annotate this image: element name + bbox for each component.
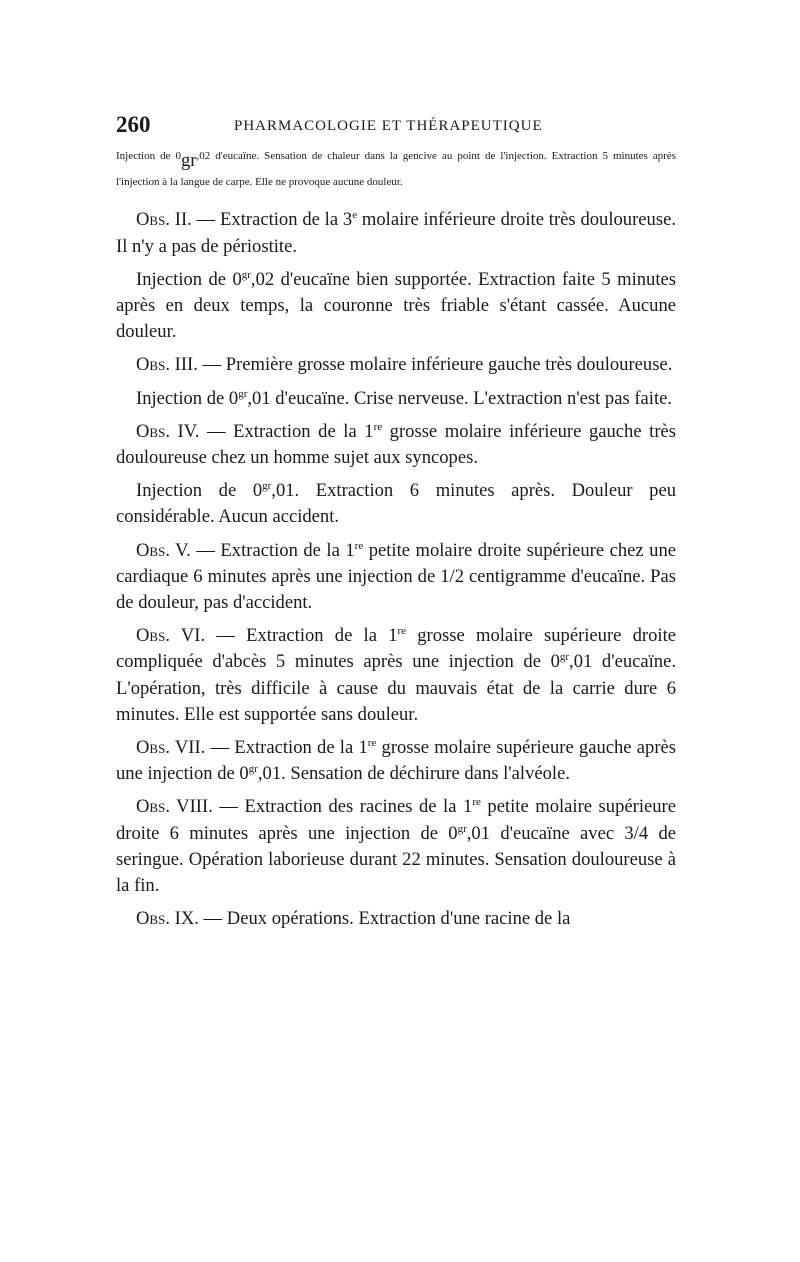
observation-label: Obs. VIII. (136, 796, 213, 818)
text-run: molaire inférieure droite très douloureuse. Il n'y a pas de périostite. (116, 209, 676, 257)
text-run: — Extraction des racines de la 1 (212, 796, 473, 818)
superscript: gr (457, 822, 467, 835)
page-header (116, 112, 676, 142)
observation-label: Obs. IX. (136, 908, 199, 930)
observation-label: Obs. VII. (136, 737, 206, 759)
superscript: gr (248, 763, 258, 776)
superscript: re (397, 625, 407, 638)
text-run: ,01 d'eucaïne avec 3/4 de seringue. Opération laborieuse durant 22 minutes. Sensation douloureuse à la fin. (116, 822, 676, 897)
text-run: Injection de 0 (136, 268, 242, 290)
superscript: re (373, 420, 383, 433)
text-run: Injection de 0 (136, 387, 239, 409)
superscript: ,02 d'eucaïne. Sensation de chaleur dans la gencive au point de l'injection. Extraction 5 minutes après l'injection à la langue de carpe. Elle ne provoque aucune douleur. (116, 150, 677, 189)
paragraph (116, 419, 676, 471)
paragraph (116, 538, 676, 617)
superscript: re (367, 737, 377, 750)
paragraph (116, 386, 676, 412)
paragraph (116, 623, 676, 728)
observation-label: Obs. V. (136, 539, 191, 561)
superscript: re (472, 796, 481, 809)
text-run: grosse molaire supérieure gauche après une injection de 0 (116, 737, 677, 785)
text-run: — Extraction de la 1 (190, 539, 355, 561)
paragraph (116, 735, 676, 787)
superscript: Injection de 0 (116, 150, 181, 162)
observation-label: Obs. VI. (136, 625, 206, 647)
superscript: gr (262, 480, 272, 493)
observation-label: Obs. III. (136, 354, 198, 376)
superscript: gr (559, 651, 570, 664)
text-run: ,01 d'eucaïne. Crise nerveuse. L'extraction n'est pas faite. (247, 387, 673, 409)
text-run: ,01. Extraction 6 minutes après. Douleur peu considérable. Aucun accident. (116, 480, 676, 528)
text-run: ,01. Sensation de déchirure dans l'alvéole. (257, 763, 570, 785)
text-run: — Première grosse molaire inférieure gauche très douloureuse. (197, 354, 673, 376)
page-number: 260 (116, 112, 151, 137)
paragraph (116, 906, 676, 932)
paragraph (116, 267, 676, 346)
text-run: ,02 d'eucaïne bien supportée. Extraction faite 5 minutes après en deux temps, la couronne très friable s'étant cassée. Aucune douleur. (116, 268, 677, 343)
superscript: gr (238, 387, 248, 400)
paragraph (116, 794, 676, 899)
text-run: petite molaire supérieure droite 6 minutes après une injection de 0 (116, 796, 676, 844)
text-run: ,01 d'eucaïne. L'opération, très difficile à cause du mauvais état de la carrie dure 6 minutes. Elle est supportée sans douleur. (116, 651, 676, 725)
text-run: Injection de 0 (136, 480, 263, 502)
superscript: e (352, 209, 358, 222)
observation-label: Obs. IV. (136, 420, 200, 442)
text-run: — Deux opérations. Extraction d'une racine de la (198, 908, 571, 930)
superscript: re (354, 539, 364, 552)
body-text (116, 148, 676, 939)
text-run: — Extraction de la 1 (205, 625, 398, 647)
text-run: — Extraction de la 1 (205, 737, 368, 759)
paragraph (116, 478, 676, 530)
text-run: petite molaire droite supérieure chez une cardiaque 6 minutes après une injection de 1/2 centigramme d'eucaïne. Pas de douleur, pas d'accident. (116, 539, 677, 614)
observation-label: Obs. II. (136, 209, 192, 231)
running-head: PHARMACOLOGIE ET THÉRAPEUTIQUE (234, 118, 543, 134)
text-run: grosse molaire inférieure gauche très douloureuse chez un homme sujet aux syncopes. (116, 420, 677, 469)
paragraph (116, 207, 676, 259)
superscript: gr (241, 268, 251, 281)
text-run: grosse molaire supérieure droite compliquée d'abcès 5 minutes après une injection de 0 (116, 625, 677, 673)
text-run: — Extraction de la 3 (191, 209, 353, 231)
paragraph (116, 148, 676, 200)
text-run: gr (181, 150, 197, 171)
text-run: — Extraction de la 1 (199, 420, 374, 442)
paragraph (116, 352, 676, 378)
